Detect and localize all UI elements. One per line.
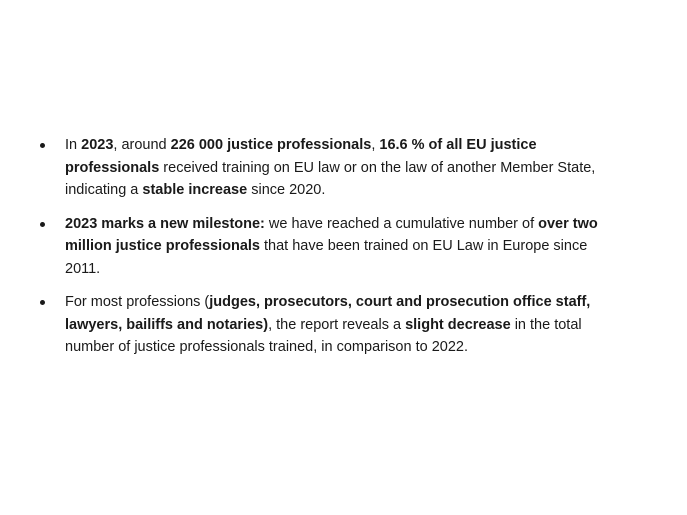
text-segment: in the total number of justice professionals trained, in comparison to 2022. bbox=[65, 316, 582, 355]
bullet-item-milestone bbox=[36, 213, 621, 281]
text-segment: received training on EU law or on the law of another Member State, indicating a bbox=[65, 159, 596, 198]
text-segment-bold: 226 000 justice professionals bbox=[170, 137, 372, 153]
text-segment: we have reached a cumulative number of bbox=[264, 215, 539, 232]
text-segment: In bbox=[65, 137, 82, 153]
bullet-list bbox=[36, 134, 621, 370]
text-segment: , bbox=[371, 137, 380, 153]
text-segment: since 2020. bbox=[247, 182, 326, 198]
text-segment-bold: 2023 marks a new milestone: bbox=[65, 215, 265, 232]
bullet-item-professions bbox=[36, 291, 621, 359]
bullet-item-training-2023 bbox=[36, 134, 621, 202]
text-segment-bold: slight decrease bbox=[405, 316, 511, 333]
text-segment-bold: stable increase bbox=[142, 182, 248, 198]
text-segment-bold: 16.6 % of all EU justice professionals bbox=[65, 137, 537, 176]
bullet-dot bbox=[40, 300, 45, 305]
text-segment-bold: over two million justice professionals bbox=[65, 215, 598, 254]
bullet-dot bbox=[40, 143, 45, 148]
text-segment: , the report reveals a bbox=[268, 316, 406, 333]
text-segment-bold: judges, prosecutors, court and prosecution office staff, lawyers, bailiffs and notaries) bbox=[65, 294, 591, 333]
text-segment: , around bbox=[113, 137, 171, 153]
text-segment: For most professions ( bbox=[65, 294, 210, 310]
bullet-dot bbox=[40, 222, 45, 227]
text-segment-bold: 2023 bbox=[81, 137, 114, 153]
text-segment: that have been trained on EU Law in Europe since 2011. bbox=[65, 238, 588, 277]
